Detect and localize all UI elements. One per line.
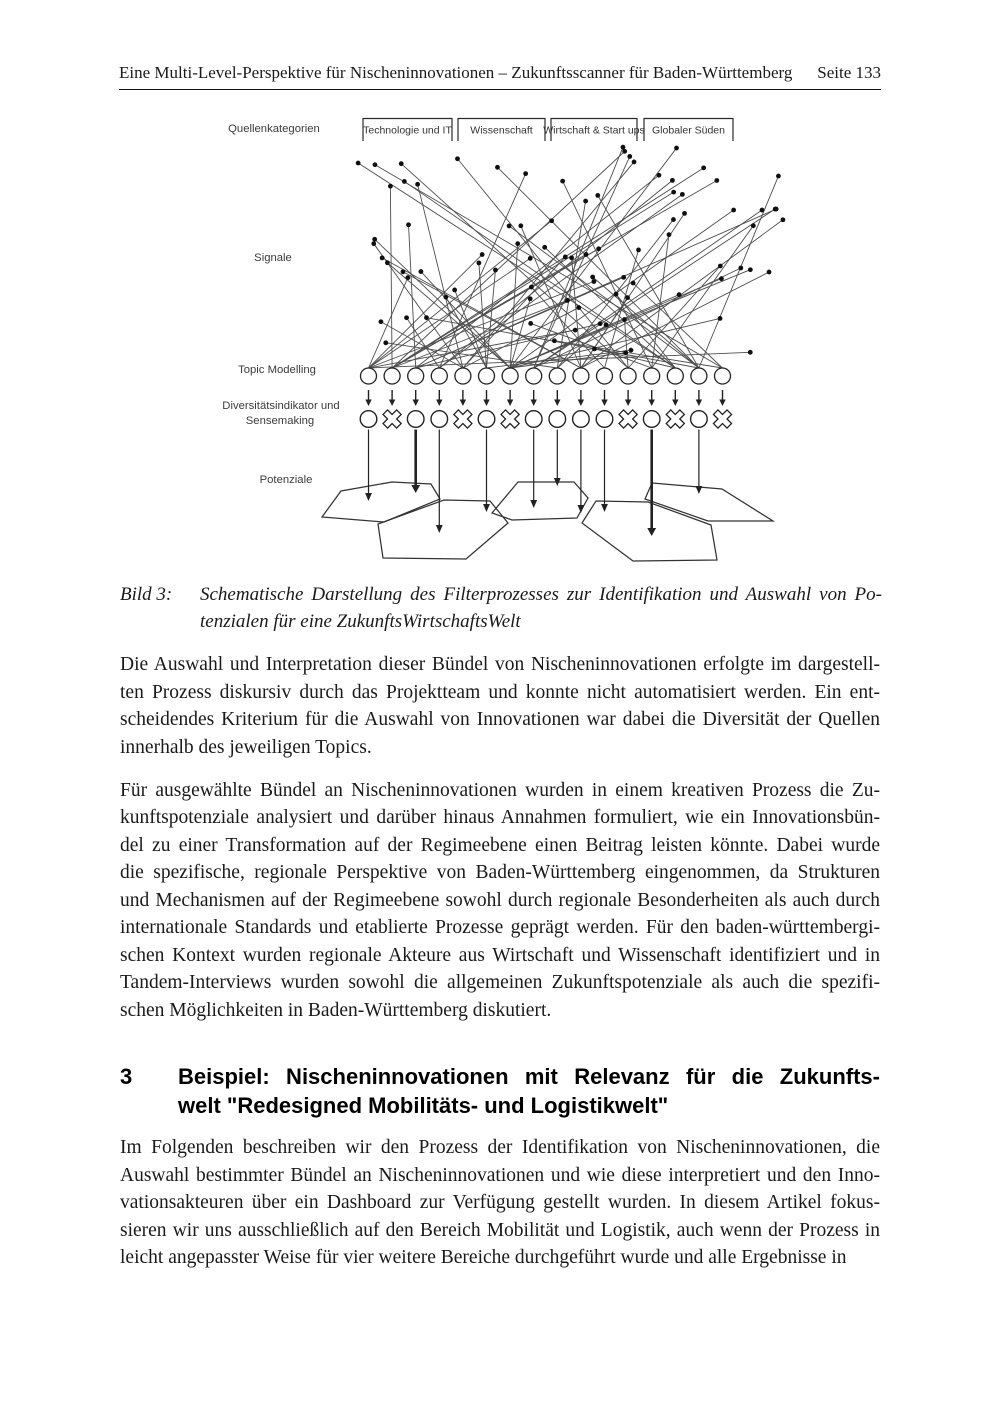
signal-dot — [373, 162, 378, 167]
down-arrowhead-icon — [531, 400, 537, 407]
selection-arrowhead-icon — [647, 528, 656, 536]
down-arrowhead-icon — [554, 400, 560, 407]
signal-dot — [405, 275, 410, 280]
signal-dot — [670, 178, 675, 183]
selection-arrowhead-icon — [578, 505, 585, 513]
signal-dot — [738, 266, 743, 271]
signal-dot — [625, 295, 630, 300]
signal-line — [369, 255, 483, 368]
text-line: tenzialen für eine ZukunftsWirtschaftsWelt — [200, 610, 521, 632]
pass-circle — [407, 411, 424, 428]
signal-dot — [549, 218, 554, 223]
signal-line — [463, 162, 634, 368]
signal-dot — [680, 192, 685, 197]
down-arrowhead-icon — [436, 400, 442, 407]
signal-dot — [563, 255, 568, 260]
paragraph — [120, 777, 880, 1025]
signal-dot — [371, 241, 376, 246]
selection-arrowhead-icon — [696, 486, 703, 494]
figure-caption — [120, 582, 882, 635]
down-arrowhead-icon — [625, 400, 631, 407]
signal-dot — [674, 146, 679, 151]
topic-circle — [597, 368, 613, 384]
signal-dot — [583, 199, 588, 204]
signal-dot — [760, 208, 765, 213]
signal-dot — [714, 178, 719, 183]
pass-circle — [643, 411, 660, 428]
down-arrowhead-icon — [365, 400, 371, 407]
filter-row — [360, 405, 736, 432]
text-line: Schematische Darstellung des Filterprozesses zur Identifikation und Auswahl von Po- — [200, 584, 882, 605]
signal-dot — [385, 260, 390, 265]
category-label: Wissenschaft — [470, 124, 533, 137]
text-line: Auswahl bestimmter Bündel an Nischeninnovationen und wie diese interpretiert und den Inno- — [120, 1164, 880, 1186]
signal-dot — [595, 193, 600, 198]
signal-dot — [631, 281, 636, 286]
text-line: Beispiel: Nischeninnovationen mit Relevanz für die Zukunfts- — [178, 1064, 880, 1089]
down-arrowhead-icon — [601, 400, 607, 407]
signal-dot — [523, 171, 528, 176]
signal-dot — [598, 321, 603, 326]
potential-hexagon — [645, 483, 773, 521]
topic-circle — [573, 368, 589, 384]
signal-dot — [731, 208, 736, 213]
down-arrowhead-icon — [413, 400, 419, 407]
signal-line — [581, 220, 783, 368]
signal-dot — [383, 340, 388, 345]
down-arrowhead-icon — [507, 400, 513, 407]
signal-dot — [443, 295, 448, 300]
signal-dot — [584, 252, 589, 257]
text-line: schen Möglichkeiten in Baden-Württemberg diskutiert. — [120, 999, 552, 1021]
text-line: Tandem-Interviews wurden sowohl die allgemeinen Zukunftspotenziale als auch die spezifi- — [120, 972, 880, 993]
signal-dot — [399, 161, 404, 166]
signal-line — [534, 210, 762, 368]
signal-dot — [518, 223, 523, 228]
signal-dot — [621, 145, 626, 150]
signal-line — [390, 186, 392, 368]
filter-diagram-svg — [200, 108, 800, 578]
topic-circle — [455, 368, 471, 384]
signal-dot — [542, 245, 547, 250]
signal-dot — [632, 160, 637, 165]
text-line: Im Folgenden beschreiben wir den Prozess der Identifikation von Nischeninnovationen, die — [120, 1137, 880, 1158]
side-label: Topic Modelling — [238, 364, 316, 376]
signal-dot — [621, 275, 626, 280]
selection-arrowhead-icon — [483, 504, 490, 512]
text-line: sieren wir uns ausschließlich auf den Bereich Mobilität und Logistik, auch wenn der Prozess in — [120, 1219, 880, 1241]
signal-dot — [356, 161, 361, 166]
body-text — [120, 651, 880, 1287]
reject-cross-icon — [497, 405, 524, 432]
topic-circle — [549, 368, 565, 384]
text-line: innerhalb des jeweiligen Topics. — [120, 736, 372, 758]
signal-dot — [529, 285, 534, 290]
signal-dot — [415, 182, 420, 187]
category-label: Globaler Süden — [652, 124, 725, 137]
side-label: Signale — [254, 252, 292, 264]
pass-circle — [478, 411, 495, 428]
signal-dot — [671, 190, 676, 195]
signal-dot — [455, 156, 460, 161]
header-title: Eine Multi-Level-Perspektive für Nischeninnovationen – Zukunftsscanner für Baden-Württemberg — [119, 63, 793, 82]
paragraph — [120, 651, 880, 761]
selection-arrowhead-icon — [601, 504, 608, 512]
topic-circle — [644, 368, 660, 384]
paragraph — [120, 1134, 880, 1272]
header-page-number: Seite 133 — [817, 63, 881, 82]
signal-dot — [419, 269, 424, 274]
signal-dot — [401, 269, 406, 274]
down-arrowhead-icon — [719, 400, 725, 407]
signal-dot — [677, 292, 682, 297]
signal-dot — [565, 298, 570, 303]
down-arrowhead-icon — [696, 400, 702, 407]
signal-dot — [614, 292, 619, 297]
signal-dot — [372, 237, 377, 242]
topic-circle — [479, 368, 495, 384]
pass-circle — [525, 411, 542, 428]
signal-dot — [748, 350, 753, 355]
figure-diagram — [200, 108, 800, 578]
topic-circles — [361, 368, 731, 384]
text-line: ten Prozess diskursiv durch das Projektteam und konnte nicht automatisiert werden. Ein ent- — [120, 681, 880, 703]
text-line: die spezifische, regionale Perspektive von Baden-Württemberg eingenommen, da Strukturen — [120, 862, 880, 883]
side-labels — [222, 123, 339, 486]
down-arrowhead-icon — [578, 400, 584, 407]
signal-dot — [592, 346, 597, 351]
signal-dot — [592, 279, 597, 284]
signal-dot — [718, 264, 723, 269]
small-arrows — [365, 390, 725, 406]
signal-dot — [604, 322, 609, 327]
category-label: Wirtschaft & Start ups — [543, 124, 645, 137]
reject-cross-icon — [709, 405, 736, 432]
down-arrowhead-icon — [460, 400, 466, 407]
topic-circle — [502, 368, 518, 384]
signal-dot — [552, 338, 557, 343]
side-label: Quellenkategorien — [228, 123, 320, 135]
pass-circle — [549, 411, 566, 428]
side-label: Potenziale — [259, 474, 313, 486]
signal-dot — [528, 321, 533, 326]
selection-arrowhead-icon — [530, 500, 537, 508]
pass-circle — [360, 411, 377, 428]
text-line: schen Kontext wurden regionale Akteure aus Wirtschaft und Wissenschaft identifiziert und in — [120, 944, 880, 966]
selection-arrowhead-icon — [436, 525, 443, 533]
signal-dot — [402, 179, 407, 184]
text-line: Die Auswahl und Interpretation dieser Bündel von Nischeninnovationen erfolgte im dargestell- — [120, 654, 880, 675]
signal-line — [699, 176, 779, 368]
signal-dot — [701, 165, 706, 170]
signal-dot — [388, 184, 393, 189]
signal-dots — [356, 145, 786, 355]
section-heading — [120, 1062, 880, 1120]
side-label: Diversitätsindikator und — [222, 400, 340, 412]
signal-dot — [424, 315, 429, 320]
signal-dot — [495, 165, 500, 170]
signal-line — [581, 272, 769, 368]
down-arrowhead-icon — [649, 400, 655, 407]
reject-cross-icon — [379, 405, 406, 432]
signal-dot — [719, 276, 724, 281]
page-header — [119, 63, 881, 90]
signal-line — [534, 268, 741, 368]
topic-circle — [667, 368, 683, 384]
signal-dot — [528, 256, 533, 261]
signal-dot — [671, 217, 676, 222]
signal-dot — [667, 232, 672, 237]
text-line: und Mechanismen auf der Regimeebene sowohl durch regionale Besonderheiten als auch durch — [120, 889, 880, 911]
signal-dot — [406, 222, 411, 227]
text-line: del zu einer Transformation auf der Regimeebene einen Beitrag leisten könnte. Dabei wurde — [120, 834, 880, 856]
signal-dot — [380, 255, 385, 260]
text-line: kunftspotenziale analysiert und darüber hinaus Annahmen formuliert, wie ein Innovationsbün- — [120, 807, 880, 828]
signal-dot — [622, 149, 627, 154]
down-arrowhead-icon — [389, 400, 395, 407]
topic-circle — [384, 368, 400, 384]
topic-circle — [361, 368, 377, 384]
selection-arrowhead-icon — [411, 485, 420, 493]
reject-cross-icon — [615, 405, 642, 432]
topic-circle — [715, 368, 731, 384]
reject-cross-icon — [449, 405, 476, 432]
signal-dot — [560, 179, 565, 184]
signal-dot — [476, 261, 481, 266]
heading-text — [178, 1062, 880, 1120]
signal-dot — [781, 217, 786, 222]
signal-dot — [452, 288, 457, 293]
signal-dot — [404, 315, 409, 320]
signal-dot — [773, 207, 778, 212]
text-line: leicht angepasster Weise für vier weitere Bereiche durchgeführt wurde und alle Ergebnisse in — [120, 1247, 847, 1268]
signal-dot — [480, 252, 485, 257]
selection-arrows — [365, 430, 702, 537]
pass-circle — [691, 411, 708, 428]
signal-dot — [623, 350, 628, 355]
signal-line — [381, 322, 463, 368]
signal-dot — [627, 154, 632, 159]
signal-dot — [596, 246, 601, 251]
down-arrowhead-icon — [672, 400, 678, 407]
signal-dot — [682, 211, 687, 216]
category-boxes — [363, 119, 733, 142]
signal-dot — [493, 268, 498, 273]
signal-dot — [748, 267, 753, 272]
signal-dot — [528, 296, 533, 301]
topic-circle — [691, 368, 707, 384]
signal-line — [369, 330, 576, 368]
reject-cross-icon — [662, 405, 689, 432]
topic-circle — [620, 368, 636, 384]
signal-dot — [590, 275, 595, 280]
signal-dot — [657, 173, 662, 178]
selection-arrowhead-icon — [365, 493, 372, 501]
text-line: welt "Redesigned Mobilitäts- und Logistikwelt" — [178, 1093, 669, 1118]
pass-circle — [596, 411, 613, 428]
pass-circle — [573, 411, 590, 428]
signal-dot — [751, 223, 756, 228]
text-line: scheidendes Kriterium für die Auswahl von Innovationen war dabei die Diversität der Quellen — [120, 709, 880, 730]
signal-line — [401, 164, 628, 368]
signal-dot — [379, 319, 384, 324]
signal-dot — [622, 317, 627, 322]
potential-hexagon — [492, 482, 588, 520]
signal-dot — [629, 348, 634, 353]
topic-circle — [431, 368, 447, 384]
potential-hexagon — [378, 500, 508, 559]
heading-number: 3 — [120, 1064, 133, 1089]
signal-dot — [515, 241, 520, 246]
caption-label: Bild 3: — [120, 584, 173, 605]
signal-dot — [573, 328, 578, 333]
signal-dot — [767, 270, 772, 275]
down-arrowhead-icon — [483, 400, 489, 407]
category-label: Technologie und IT — [363, 124, 452, 137]
potential-hexagon — [322, 482, 440, 522]
signal-dot — [776, 174, 781, 179]
side-label: Sensemaking — [245, 415, 315, 427]
signal-line — [375, 165, 723, 368]
pass-circle — [431, 411, 448, 428]
caption-text — [200, 582, 882, 635]
signal-dot — [636, 248, 641, 253]
text-line: internationale Standards und etablierte Prozesse geprägt werden. Für den baden-württembergi- — [120, 917, 880, 938]
potential-shapes — [322, 482, 773, 561]
signal-dot — [569, 255, 574, 260]
signal-dot — [507, 224, 512, 229]
topic-circle — [526, 368, 542, 384]
text-line: Für ausgewählte Bündel an Nischeninnovationen wurden in einem kreativen Prozess die Zu- — [120, 779, 880, 801]
text-line: vationsakteuren über ein Dashboard zur Verfügung gestellt wurden. In diesem Artikel fokus- — [120, 1192, 880, 1213]
signal-dot — [718, 316, 723, 321]
topic-circle — [408, 368, 424, 384]
signal-dot — [576, 305, 581, 310]
